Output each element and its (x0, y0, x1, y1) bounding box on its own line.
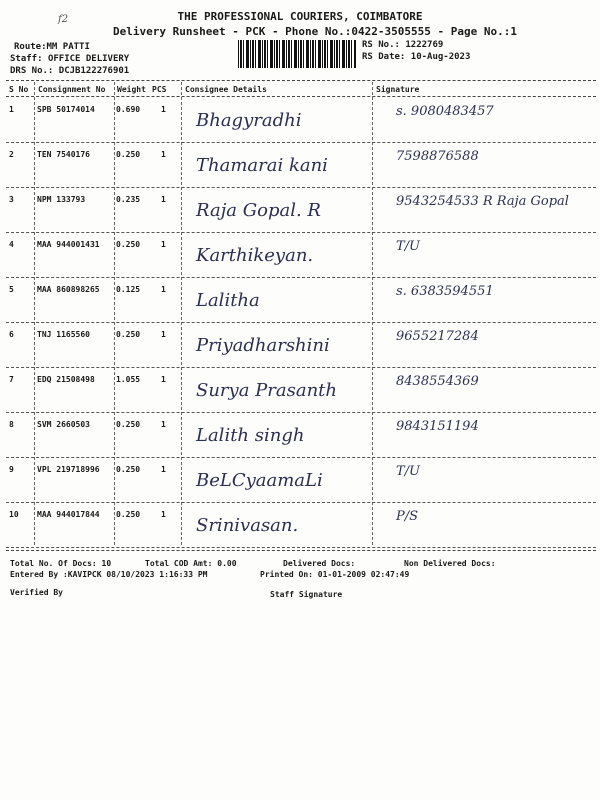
header-rule-top (6, 80, 596, 81)
row-sno: 2 (9, 150, 14, 159)
row-pcs: 1 (161, 510, 166, 519)
consignee-name: BeLCyaamaLi (196, 470, 323, 491)
row-pcs: 1 (161, 150, 166, 159)
row-divider (6, 277, 596, 278)
col-header-consignee: Consignee Details (185, 85, 267, 94)
row-consignment: EDQ 21508498 (37, 375, 95, 384)
signature-value: P/S (396, 509, 419, 524)
staff-label: Staff: (10, 54, 43, 64)
route-line (14, 42, 90, 52)
runsheet-subtitle: Delivery Runsheet - PCK - Phone No.:0422-3505555 - Page No.:1 (113, 25, 517, 38)
row-sno: 3 (9, 195, 14, 204)
row-sno: 1 (9, 105, 14, 114)
signature-value: 8438554369 (396, 374, 479, 389)
col-header-weight: Weight (117, 85, 146, 94)
col-header-sno: S No (9, 85, 29, 94)
row-divider (6, 187, 596, 188)
consignee-name: Lalitha (196, 290, 260, 311)
row-consignment: NPM 133793 (37, 195, 86, 204)
entered-by: Entered By :KAVIPCK 08/10/2023 1:16:33 PM (10, 570, 208, 579)
consignee-name: Lalith singh (196, 425, 305, 446)
delivered-docs: Delivered Docs: (283, 559, 356, 568)
row-consignment: TNJ 1165560 (37, 330, 90, 339)
drs-value: DCJB122276901 (58, 66, 130, 76)
consignee-name: Surya Prasanth (196, 380, 337, 401)
consignee-name: Srinivasan. (196, 515, 299, 536)
col-header-pcs: PCS (152, 85, 167, 94)
row-divider (6, 547, 596, 548)
signature-value: 7598876588 (396, 149, 479, 164)
staff-signature: Staff Signature (270, 590, 343, 599)
row-consignment: TEN 7540176 (37, 150, 90, 159)
signature-value: 9655217284 (396, 329, 479, 344)
rs-date-label: RS Date: (362, 52, 406, 62)
row-consignment: MAA 944017844 (37, 510, 100, 519)
row-consignment: SPB 50174014 (37, 105, 95, 114)
consignee-name: Thamarai kani (196, 155, 328, 176)
row-weight: 0.250 (116, 420, 141, 429)
drs-line (10, 66, 129, 76)
footer-rule (6, 550, 596, 551)
col-header-consignment: Consignment No (38, 85, 106, 94)
table-row (6, 460, 596, 503)
table-row (6, 280, 596, 323)
row-divider (6, 322, 596, 323)
row-pcs: 1 (161, 420, 166, 429)
signature-value: 9543254533 R Raja Gopal (396, 194, 569, 209)
row-pcs: 1 (161, 285, 166, 294)
row-weight: 0.250 (116, 465, 141, 474)
row-weight: 0.250 (116, 510, 141, 519)
rs-no-value: 1222769 (405, 40, 444, 50)
row-sno: 9 (9, 465, 14, 474)
table-row (6, 145, 596, 188)
row-weight: 0.235 (116, 195, 141, 204)
printed-on: Printed On: 01-01-2009 02:47:49 (260, 570, 410, 579)
row-pcs: 1 (161, 240, 166, 249)
route-value: MM PATTI (46, 42, 90, 52)
signature-value: 9843151194 (396, 419, 479, 434)
total-cod: Total COD Amt: 0.00 (145, 559, 237, 568)
signature-value: s. 9080483457 (396, 104, 494, 119)
rs-no-label: RS No.: (362, 40, 400, 50)
table-row (6, 415, 596, 458)
row-pcs: 1 (161, 330, 166, 339)
table-row (6, 505, 596, 548)
rs-no-line (362, 40, 443, 50)
table-row (6, 235, 596, 278)
row-sno: 4 (9, 240, 14, 249)
consignee-name: Priyadharshini (196, 335, 330, 356)
table-row (6, 190, 596, 233)
row-consignment: MAA 944001431 (37, 240, 100, 249)
row-divider (6, 502, 596, 503)
route-label: Route: (14, 42, 47, 52)
signature-value: s. 6383594551 (396, 284, 494, 299)
total-docs: Total No. Of Docs: 10 (10, 559, 112, 568)
drs-label: DRS No.: (10, 66, 54, 76)
row-weight: 0.125 (116, 285, 141, 294)
consignee-name: Karthikeyan. (196, 245, 314, 266)
barcode (238, 40, 356, 68)
header-rule-bottom (6, 96, 596, 97)
row-weight: 0.250 (116, 330, 141, 339)
row-sno: 10 (9, 510, 19, 519)
row-consignment: VPL 219718996 (37, 465, 100, 474)
row-sno: 6 (9, 330, 14, 339)
signature-value: T/U (396, 239, 421, 254)
table-row (6, 100, 596, 143)
row-weight: 0.250 (116, 240, 141, 249)
consignee-name: Raja Gopal. R (196, 200, 321, 221)
table-row (6, 370, 596, 413)
rs-date-value: 10-Aug-2023 (410, 52, 471, 62)
verified-by: Verified By (10, 588, 63, 597)
row-divider (6, 232, 596, 233)
company-title: THE PROFESSIONAL COURIERS, COIMBATORE (177, 10, 423, 23)
row-weight: 1.055 (116, 375, 141, 384)
staff-value: OFFICE DELIVERY (47, 54, 130, 64)
row-divider (6, 412, 596, 413)
row-pcs: 1 (161, 465, 166, 474)
col-header-signature: Signature (376, 85, 420, 94)
row-divider (6, 142, 596, 143)
signature-value: T/U (396, 464, 421, 479)
row-sno: 5 (9, 285, 14, 294)
row-pcs: 1 (161, 195, 166, 204)
consignee-name: Bhagyradhi (196, 110, 302, 131)
rs-date-line (362, 52, 470, 62)
non-delivered-docs: Non Delivered Docs: (404, 559, 496, 568)
row-consignment: SVM 2660503 (37, 420, 90, 429)
row-weight: 0.690 (116, 105, 141, 114)
row-sno: 8 (9, 420, 14, 429)
row-weight: 0.250 (116, 150, 141, 159)
handwritten-scribble: f2 (58, 14, 69, 25)
table-row (6, 325, 596, 368)
row-pcs: 1 (161, 105, 166, 114)
row-divider (6, 457, 596, 458)
staff-line (10, 54, 129, 64)
row-consignment: MAA 860898265 (37, 285, 100, 294)
row-sno: 7 (9, 375, 14, 384)
row-pcs: 1 (161, 375, 166, 384)
row-divider (6, 367, 596, 368)
